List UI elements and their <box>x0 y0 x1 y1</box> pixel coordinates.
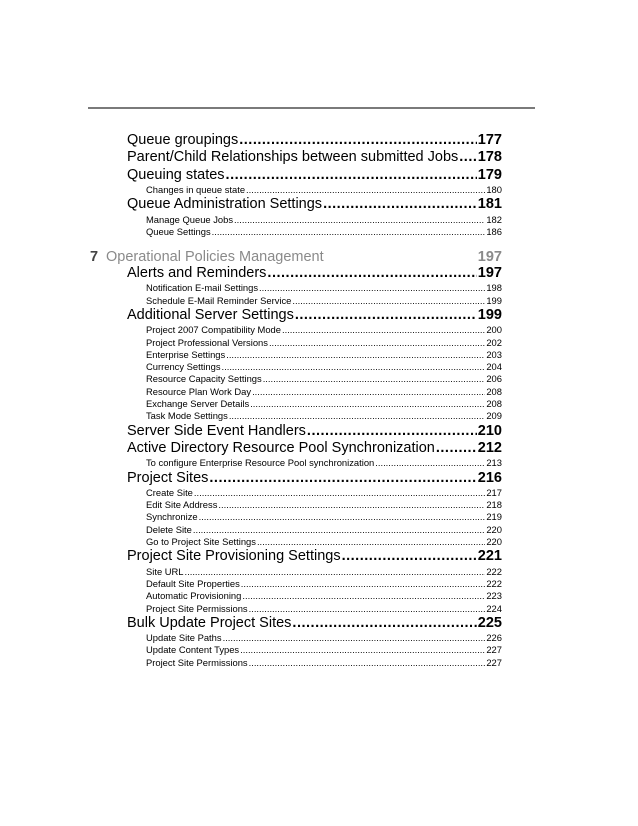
toc-section-page: 225 <box>477 614 502 631</box>
toc-subsection[interactable] <box>146 536 502 548</box>
dot-leader <box>282 324 485 336</box>
toc-section-title: Active Directory Resource Pool Synchronization <box>127 439 435 456</box>
toc-subsection-page: 227 <box>486 644 502 656</box>
toc-section-page: 197 <box>477 265 502 281</box>
toc-subsection-page: 202 <box>486 336 502 348</box>
toc-subsection[interactable] <box>146 349 502 361</box>
dot-leader <box>295 307 477 324</box>
toc-subsection-page: 200 <box>486 324 502 336</box>
toc-section-page: 181 <box>477 196 502 213</box>
toc-section[interactable] <box>127 307 502 324</box>
toc-subsection-page: 204 <box>486 361 502 373</box>
toc-subsection-page: 222 <box>486 565 502 577</box>
toc-subsection[interactable] <box>146 590 502 602</box>
toc-subsection-title: Create Site <box>146 486 193 498</box>
dot-leader <box>226 349 485 361</box>
dot-leader <box>323 196 477 213</box>
toc-section[interactable] <box>127 149 502 166</box>
toc-subsection-title: Resource Plan Work Day <box>146 385 252 397</box>
toc-subsection[interactable] <box>146 386 502 398</box>
dot-leader <box>239 132 477 149</box>
toc-section-page: 216 <box>477 469 502 486</box>
toc-subsection-title: Notification E-mail Settings <box>146 282 259 294</box>
toc-subsection[interactable] <box>146 214 502 226</box>
toc-subsection-page: 218 <box>486 499 502 511</box>
dot-leader <box>249 657 486 669</box>
toc-section[interactable] <box>127 440 502 457</box>
toc-section-page: 177 <box>477 132 502 148</box>
toc-section-title: Additional Server Settings <box>127 306 294 323</box>
dot-leader <box>292 615 476 632</box>
dot-leader <box>375 457 485 469</box>
toc-subsection-page: 209 <box>486 410 502 422</box>
toc-section[interactable] <box>127 167 502 184</box>
dot-leader <box>209 470 476 487</box>
toc-subsection-title: Resource Capacity Settings <box>146 373 262 385</box>
toc-subsection[interactable] <box>146 226 502 238</box>
toc-subsection-page: 199 <box>486 294 502 306</box>
toc-subsection-title: Exchange Server Details <box>146 398 250 409</box>
toc-subsection-page: 227 <box>486 656 502 668</box>
toc-section-page: 178 <box>477 149 502 166</box>
toc-subsection-page: 213 <box>486 457 502 469</box>
toc-subsection-title: Update Content Types <box>146 644 240 656</box>
toc-subsection-title: Synchronize <box>146 511 198 523</box>
dot-leader <box>242 590 485 602</box>
toc-subsection[interactable] <box>146 644 502 656</box>
toc-subsection-page: 220 <box>486 523 502 535</box>
toc-subsection-title: Manage Queue Jobs <box>146 213 234 225</box>
dot-leader <box>223 632 486 644</box>
toc-subsection-title: Default Site Properties <box>146 577 240 589</box>
dot-leader <box>212 226 486 238</box>
toc-subsection-title: Changes in queue state <box>146 183 246 195</box>
toc-subsection-title: Automatic Provisioning <box>146 590 242 602</box>
dot-leader <box>199 511 486 523</box>
dot-leader <box>241 578 486 590</box>
toc-section-title: Server Side Event Handlers <box>127 422 306 439</box>
toc-subsection-page: 226 <box>486 632 502 644</box>
toc-subsection-title: Project 2007 Compatibility Mode <box>146 324 281 336</box>
dot-leader <box>459 149 477 166</box>
toc-section[interactable] <box>127 423 502 440</box>
dot-leader <box>252 386 485 398</box>
toc-section-title: Project Sites <box>127 469 209 486</box>
toc-subsection-title: Delete Site <box>146 523 192 535</box>
toc-section[interactable] <box>127 265 502 282</box>
chapter-title: Operational Policies Management <box>106 249 324 265</box>
dot-leader <box>436 440 477 457</box>
toc-subsection[interactable] <box>146 524 502 536</box>
toc-section[interactable] <box>127 196 502 213</box>
toc-section[interactable] <box>127 132 502 149</box>
toc-section-page: 199 <box>477 306 502 323</box>
toc-subsection[interactable] <box>146 603 502 615</box>
toc-subsection-page: 203 <box>486 348 502 360</box>
toc-subsection-title: Go to Project Site Settings <box>146 536 256 547</box>
toc-section-title: Queuing states <box>127 166 225 183</box>
toc-subsection[interactable] <box>146 184 502 196</box>
toc-subsection[interactable] <box>146 632 502 644</box>
toc-subsection-page: 186 <box>486 225 502 237</box>
toc-section-title: Project Site Provisioning Settings <box>127 548 341 565</box>
dot-leader <box>259 282 485 294</box>
toc-subsection[interactable] <box>146 410 502 422</box>
toc-subsection-page: 182 <box>486 213 502 225</box>
dot-leader <box>250 398 485 410</box>
toc-section-page: 179 <box>477 166 502 183</box>
toc-section-page: 221 <box>477 548 502 565</box>
toc-subsection-page: 220 <box>486 536 502 547</box>
toc-subsection[interactable] <box>146 282 502 294</box>
toc-subsection[interactable] <box>146 657 502 669</box>
toc-subsection[interactable] <box>146 373 502 385</box>
toc-subsection-title: Schedule E-Mail Reminder Service <box>146 294 292 306</box>
toc-subsection-title: Queue Settings <box>146 225 211 237</box>
toc-subsection-title: Update Site Paths <box>146 632 222 644</box>
toc-subsection-page: 223 <box>486 590 502 602</box>
dot-leader <box>226 167 477 184</box>
toc-subsection[interactable] <box>146 361 502 373</box>
toc-subsection[interactable] <box>146 578 502 590</box>
dot-leader <box>263 373 486 385</box>
dot-leader <box>292 295 485 307</box>
dot-leader <box>185 566 486 578</box>
dot-leader <box>194 487 485 499</box>
toc-subsection-title: Project Site Permissions <box>146 602 248 614</box>
toc-subsection[interactable] <box>146 398 502 410</box>
toc-section-page: 210 <box>477 422 502 439</box>
toc-subsection-title: Currency Settings <box>146 361 221 373</box>
toc-section[interactable] <box>127 615 502 632</box>
toc-section-title: Alerts and Reminders <box>127 265 267 281</box>
toc-subsection-title: To configure Enterprise Resource Pool synchronization <box>146 457 375 469</box>
toc-section-title: Queue groupings <box>127 132 239 148</box>
toc-subsection-page: 198 <box>486 282 502 294</box>
toc-section-title: Queue Administration Settings <box>127 196 323 213</box>
toc-subsection-page: 208 <box>486 398 502 409</box>
chapter-number: 7 <box>90 249 99 265</box>
dot-leader <box>267 265 476 282</box>
dot-leader <box>218 499 485 511</box>
dot-leader <box>234 214 485 226</box>
dot-leader <box>246 184 485 196</box>
toc-section[interactable] <box>127 470 502 487</box>
toc-subsection-title: Enterprise Settings <box>146 348 226 360</box>
toc-subsection-title: Site URL <box>146 565 184 577</box>
dot-leader <box>269 337 485 349</box>
toc-subsection-page: 219 <box>486 511 502 523</box>
chapter-page: 197 <box>477 249 502 265</box>
dot-leader <box>229 410 486 422</box>
toc-subsection-page: 208 <box>486 385 502 397</box>
toc-subsection[interactable] <box>146 337 502 349</box>
toc-subsection[interactable] <box>146 499 502 511</box>
toc-section-title: Bulk Update Project Sites <box>127 614 292 631</box>
dot-leader <box>307 423 477 440</box>
dot-leader <box>222 361 486 373</box>
toc-section-title: Parent/Child Relationships between submitted Jobs <box>127 149 459 166</box>
dot-leader <box>257 536 485 548</box>
toc-subsection-page: 206 <box>486 373 502 385</box>
toc-subsection-title: Task Mode Settings <box>146 410 228 422</box>
toc-subsection-title: Project Professional Versions <box>146 336 268 348</box>
toc-subsection[interactable] <box>146 324 502 336</box>
toc-subsection-page: 222 <box>486 577 502 589</box>
header-rule <box>88 107 535 109</box>
dot-leader <box>249 603 486 615</box>
toc-subsection[interactable] <box>146 511 502 523</box>
toc-subsection-page: 180 <box>486 183 502 195</box>
toc-subsection[interactable] <box>146 487 502 499</box>
toc-subsection[interactable] <box>146 457 502 469</box>
toc-subsection[interactable] <box>146 295 502 307</box>
chapter-heading[interactable] <box>90 248 502 266</box>
toc-section[interactable] <box>127 548 502 565</box>
toc-subsection-title: Project Site Permissions <box>146 656 248 668</box>
dot-leader <box>240 644 485 656</box>
toc-subsection-page: 224 <box>486 602 502 614</box>
dot-leader <box>342 548 477 565</box>
dot-leader <box>193 524 485 536</box>
toc-subsection[interactable] <box>146 566 502 578</box>
toc-subsection-title: Edit Site Address <box>146 499 218 511</box>
toc-subsection-page: 217 <box>486 486 502 498</box>
toc-section-page: 212 <box>477 439 502 456</box>
